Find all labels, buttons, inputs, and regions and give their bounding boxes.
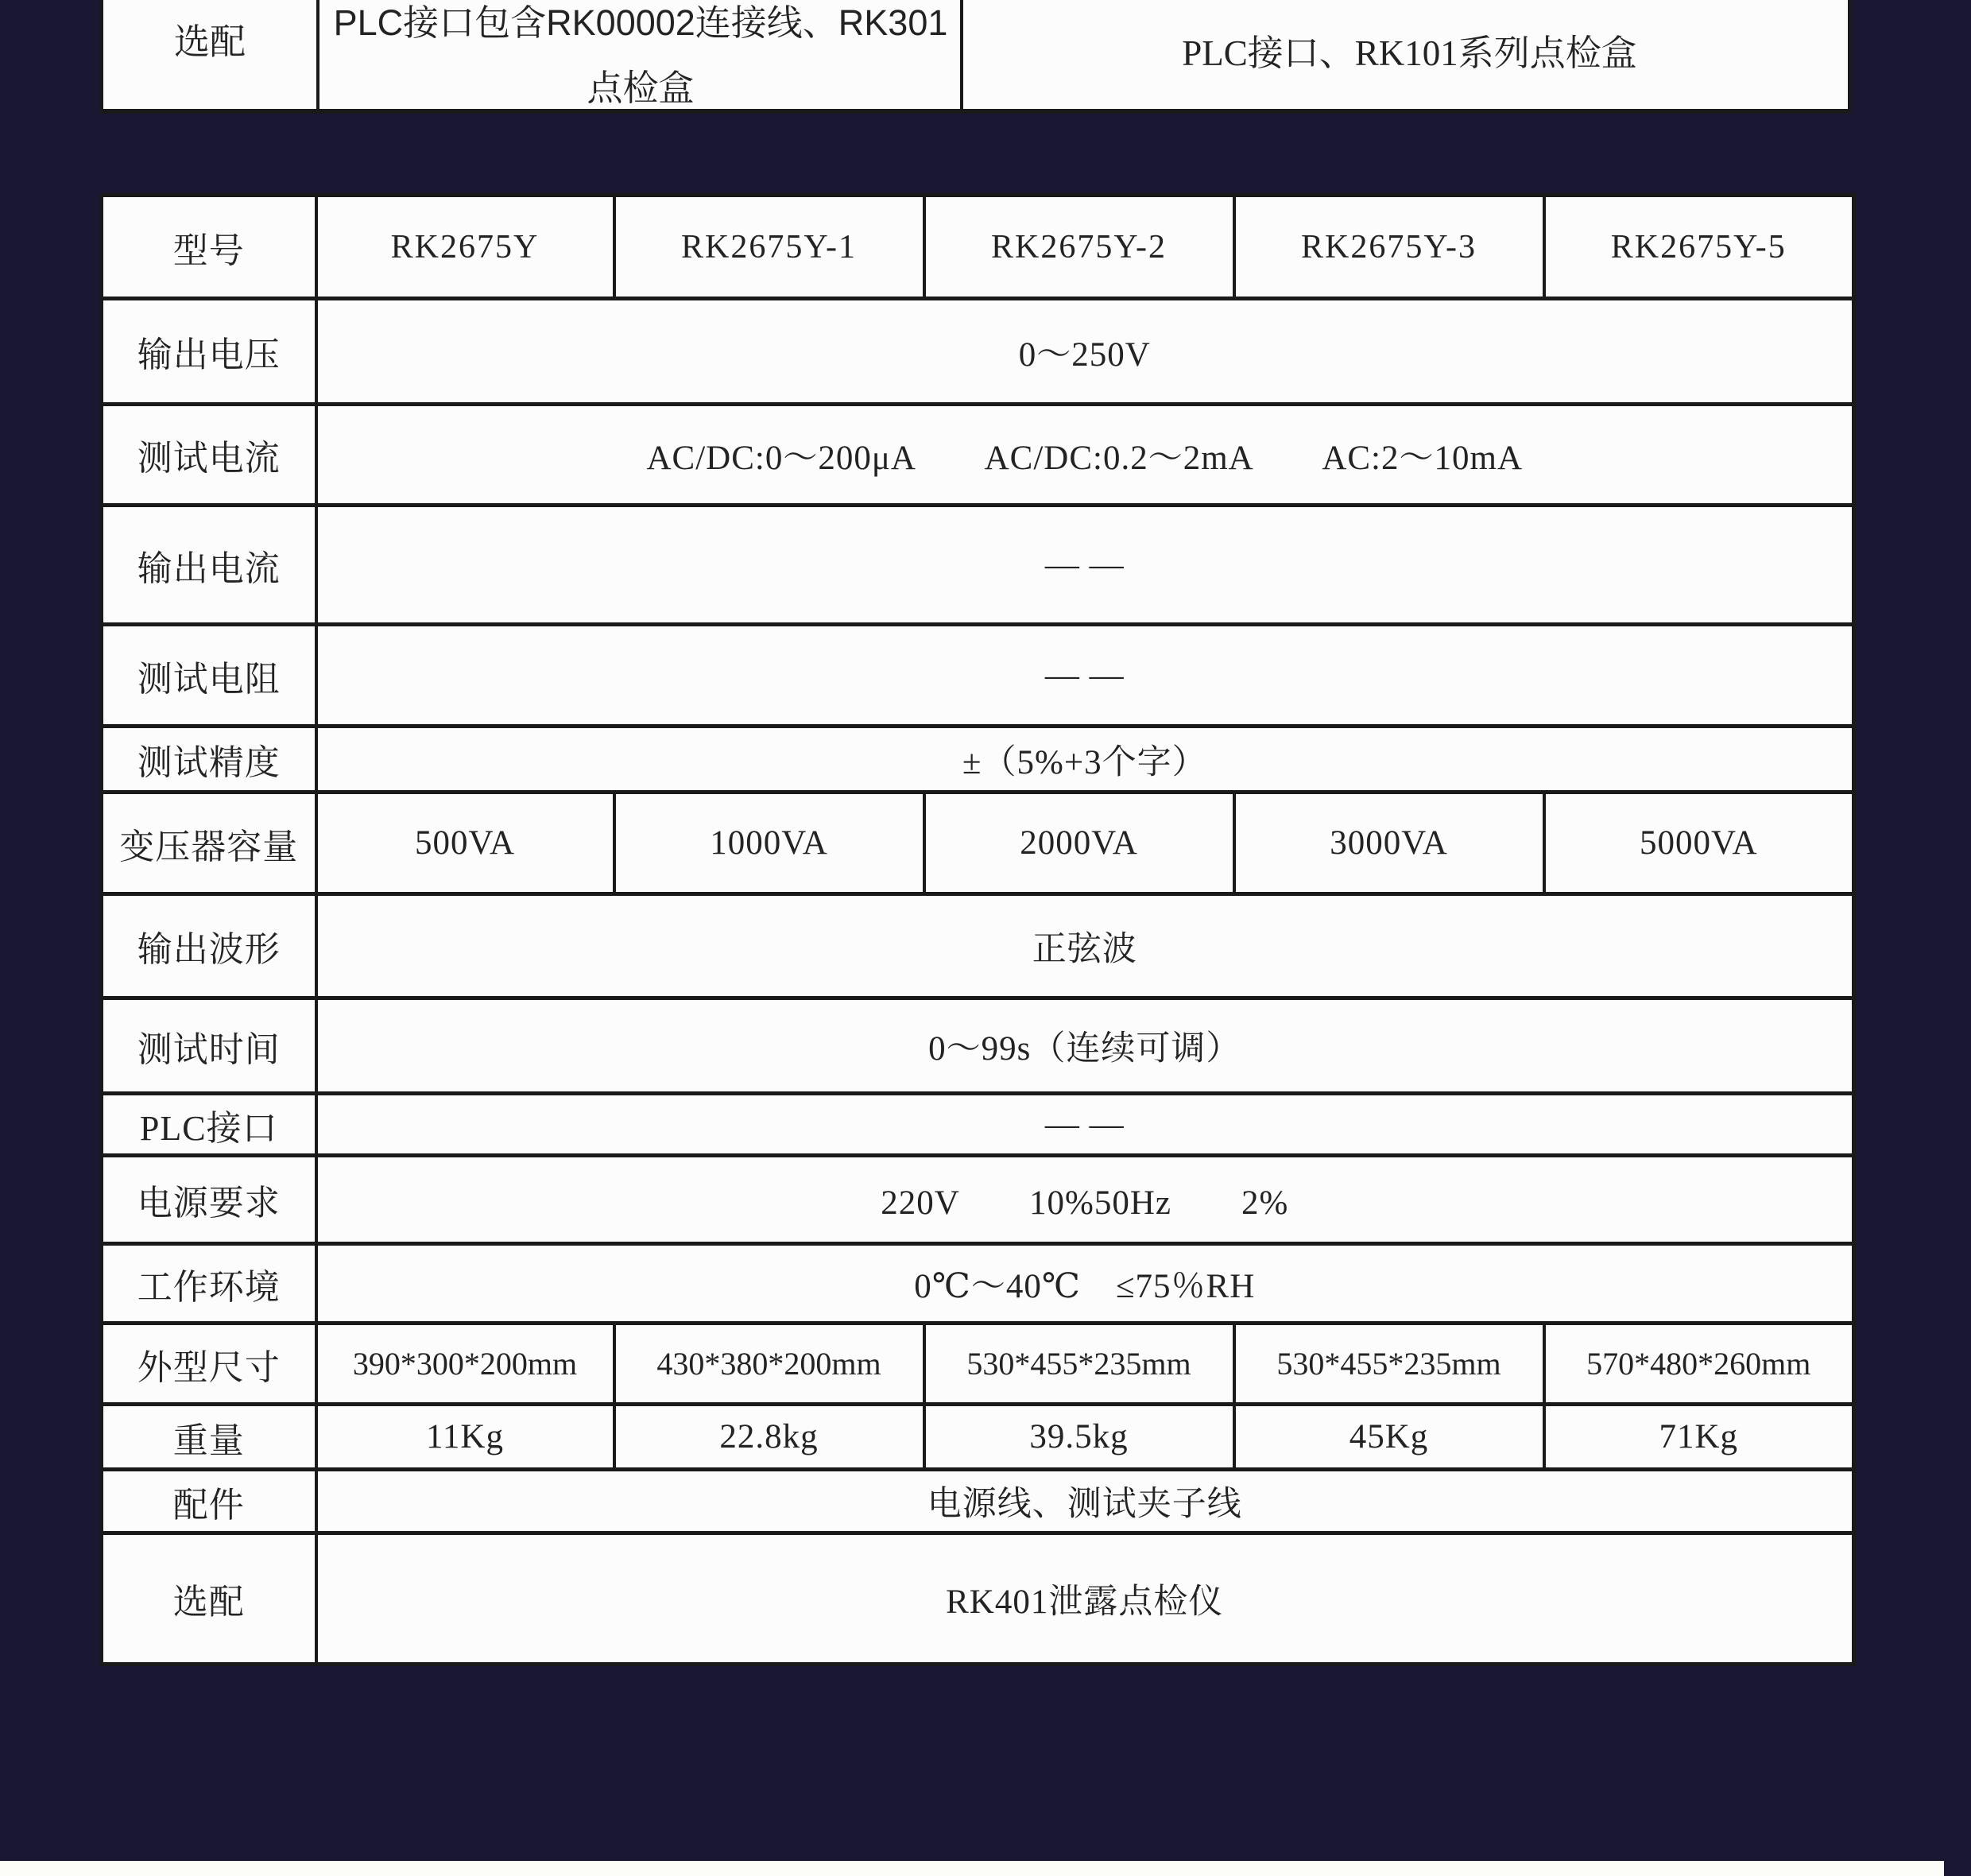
row-label: 测试电流 — [102, 405, 316, 506]
spec-row-working-environment — [102, 1244, 1854, 1324]
row-value: — — — [316, 625, 1854, 727]
row-value: RK401泄露点检仪 — [316, 1533, 1854, 1665]
row-label: 工作环境 — [102, 1244, 316, 1324]
row-value: 正弦波 — [316, 894, 1854, 998]
spec-row-output-waveform — [102, 894, 1854, 998]
row-value-cell: 22.8kg — [614, 1405, 924, 1470]
row-value-cell: 45Kg — [1234, 1405, 1544, 1470]
row-label: 选配 — [102, 1533, 316, 1665]
optional-right-cell: PLC接口、RK101系列点检盒 — [1182, 33, 1637, 73]
spec-row-test-current — [102, 405, 1854, 506]
row-value-cell: 530*455*235mm — [1234, 1324, 1544, 1405]
model-cell: RK2675Y-5 — [1544, 196, 1854, 299]
row-value-cell: 500VA — [316, 793, 614, 894]
spec-row-weight — [102, 1405, 1854, 1470]
model-cell: RK2675Y-2 — [924, 196, 1234, 299]
spec-row-output-current — [102, 506, 1854, 625]
row-value-cell: 570*480*260mm — [1544, 1324, 1854, 1405]
spec-row-test-time — [102, 998, 1854, 1094]
row-value-cell: 430*380*200mm — [614, 1324, 924, 1405]
row-value-cell: 71Kg — [1544, 1405, 1854, 1470]
spec-row-plc-interface — [102, 1094, 1854, 1156]
row-value: 0～250V — [316, 299, 1854, 405]
row-label: 配件 — [102, 1470, 316, 1533]
row-value: 220V 10%50Hz 2% — [316, 1156, 1854, 1244]
row-label: 外型尺寸 — [102, 1324, 316, 1405]
spec-table — [99, 193, 1856, 1666]
row-value: 0℃～40℃ ≤75％RH — [316, 1244, 1854, 1324]
spec-row-dimensions — [102, 1324, 1854, 1405]
row-value-cell: 390*300*200mm — [316, 1324, 614, 1405]
model-cell: RK2675Y-3 — [1234, 196, 1544, 299]
row-value-cell: 2000VA — [924, 793, 1234, 894]
top-table-divider-1 — [316, 0, 319, 109]
spec-row-accessories — [102, 1470, 1854, 1533]
row-label: 重量 — [102, 1405, 316, 1470]
row-label: 电源要求 — [102, 1156, 316, 1244]
optional-accessories-table — [99, 0, 1852, 114]
row-value-cell: 1000VA — [614, 793, 924, 894]
optional-middle-cell-line2: 点检盒 — [587, 68, 695, 108]
spec-row-test-resistance — [102, 625, 1854, 727]
row-value-cell: 530*455*235mm — [924, 1324, 1234, 1405]
row-value: — — — [316, 506, 1854, 625]
spec-row-output-voltage — [102, 299, 1854, 405]
optional-row-label: 选配 — [173, 22, 246, 62]
row-label: 测试精度 — [102, 727, 316, 793]
model-cell: RK2675Y-1 — [614, 196, 924, 299]
spec-row-transformer-capacity — [102, 793, 1854, 894]
row-value: ±（5%+3个字） — [316, 727, 1854, 793]
row-label: PLC接口 — [102, 1094, 316, 1156]
row-value-cell: 3000VA — [1234, 793, 1544, 894]
row-label: 输出波形 — [102, 894, 316, 998]
row-value-cell: 11Kg — [316, 1405, 614, 1470]
row-label: 变压器容量 — [102, 793, 316, 894]
row-value-cell: 39.5kg — [924, 1405, 1234, 1470]
model-cell: RK2675Y — [316, 196, 614, 299]
row-value: AC/DC:0～200μA AC/DC:0.2～2mA AC:2～10mA — [316, 405, 1854, 506]
spec-row-power-requirement — [102, 1156, 1854, 1244]
spec-row-optional — [102, 1533, 1854, 1665]
row-label: 测试时间 — [102, 998, 316, 1094]
next-section-edge — [0, 1861, 1944, 1876]
spec-row-test-accuracy — [102, 727, 1854, 793]
row-label-model: 型号 — [102, 196, 316, 299]
row-label: 输出电压 — [102, 299, 316, 405]
row-label: 测试电阻 — [102, 625, 316, 727]
row-value: 电源线、测试夹子线 — [316, 1470, 1854, 1533]
row-label: 输出电流 — [102, 506, 316, 625]
row-value-cell: 5000VA — [1544, 793, 1854, 894]
row-value: — — — [316, 1094, 1854, 1156]
optional-middle-cell-line1: PLC接口包含RK00002连接线、RK301 — [333, 2, 948, 43]
top-table-divider-2 — [960, 0, 963, 109]
row-value: 0～99s（连续可调） — [316, 998, 1854, 1094]
spec-row-model — [102, 196, 1854, 299]
